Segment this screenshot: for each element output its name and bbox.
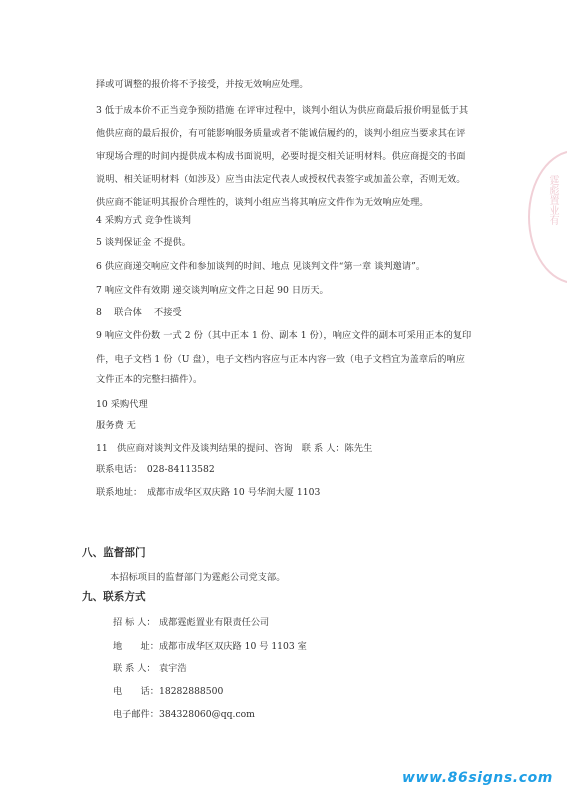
text-line-7: 4 采购方式 竞争性谈判 [96, 215, 191, 226]
company-seal-text: 霆彪置业有 [547, 175, 558, 225]
contact-label: 联 系 人： [113, 663, 156, 674]
text-line-6: 供应商不能证明其报价合理性的，谈判小组应当将其响应文件作为无效响应处理。 [96, 197, 429, 208]
text-line-5: 说明、相关证明材料（如涉及）应当由法定代表人或授权代表签字或加盖公章，否则无效。 [96, 174, 466, 185]
text-line-12: 9 响应文件份数 一式 2 份（其中正本 1 份、副本 1 份），响应文件的副本可采用正本的复印 [96, 330, 472, 341]
text-line-4: 审现场合理的时间内提供成本构成书面说明，必要时提交相关证明材料。供应商提交的书面 [96, 151, 466, 162]
section9-heading: 九、联系方式 [82, 591, 146, 603]
text-line-11: 8 联合体 不接受 [96, 307, 182, 318]
section8-heading: 八、监督部门 [82, 547, 146, 559]
contact-label: 地 址： [113, 641, 159, 652]
contact-value: 成都霆彪置业有限责任公司 [159, 617, 270, 628]
contact-value: 成都市成华区双庆路 10 号 1103 室 [159, 641, 307, 652]
text-line-8: 5 谈判保证金 不提供。 [96, 237, 191, 248]
text-line-14: 文件正本的完整扫描件）。 [96, 374, 203, 385]
site-watermark: www.86signs.com [402, 770, 553, 786]
text-line-16: 服务费 无 [96, 420, 136, 431]
text-line-18: 联系电话： 028-84113582 [96, 464, 215, 475]
contact-label: 招 标 人： [113, 617, 156, 628]
contact-tenderer [113, 614, 269, 628]
contact-value: 袁宇浩 [159, 663, 187, 674]
contact-value[interactable]: 384328060@qq.com [159, 709, 255, 720]
section8-body: 本招标项目的监督部门为霆彪公司党支部。 [110, 572, 286, 583]
contact-phone [113, 683, 223, 697]
contact-address [113, 638, 307, 652]
contact-label: 电子邮件： [113, 709, 159, 720]
text-line-15: 10 采购代理 [96, 399, 148, 410]
contact-person [113, 660, 187, 674]
text-line-2: 3 低于成本价不正当竞争预防措施 在评审过程中，谈判小组认为供应商最后报价明显低于其 [96, 105, 469, 116]
contact-label: 电 话： [113, 686, 159, 697]
text-line-13: 件，电子文档 1 份（U 盘），电子文档内容应与正本内容一致（电子文档宜为盖章后的响应 [96, 354, 466, 365]
text-line-10: 7 响应文件有效期 递交谈判响应文件之日起 90 日历天。 [96, 285, 329, 296]
contact-value: 18282888500 [159, 686, 224, 697]
text-line-17: 11 供应商对谈判文件及谈判结果的提问、咨询 联 系 人：陈先生 [96, 443, 373, 454]
text-line-9: 6 供应商递交响应文件和参加谈判的时间、地点 见谈判文件“第一章 谈判邀请”。 [96, 261, 426, 272]
contact-email [113, 706, 255, 720]
text-line-3: 他供应商的最后报价，有可能影响服务质量或者不能诚信履约的，谈判小组应当要求其在评 [96, 128, 466, 139]
text-line-1: 择或可调整的报价将不予接受，并按无效响应处理。 [96, 79, 309, 90]
text-line-19: 联系地址： 成都市成华区双庆路 10 号华润大厦 1103 [96, 487, 321, 498]
